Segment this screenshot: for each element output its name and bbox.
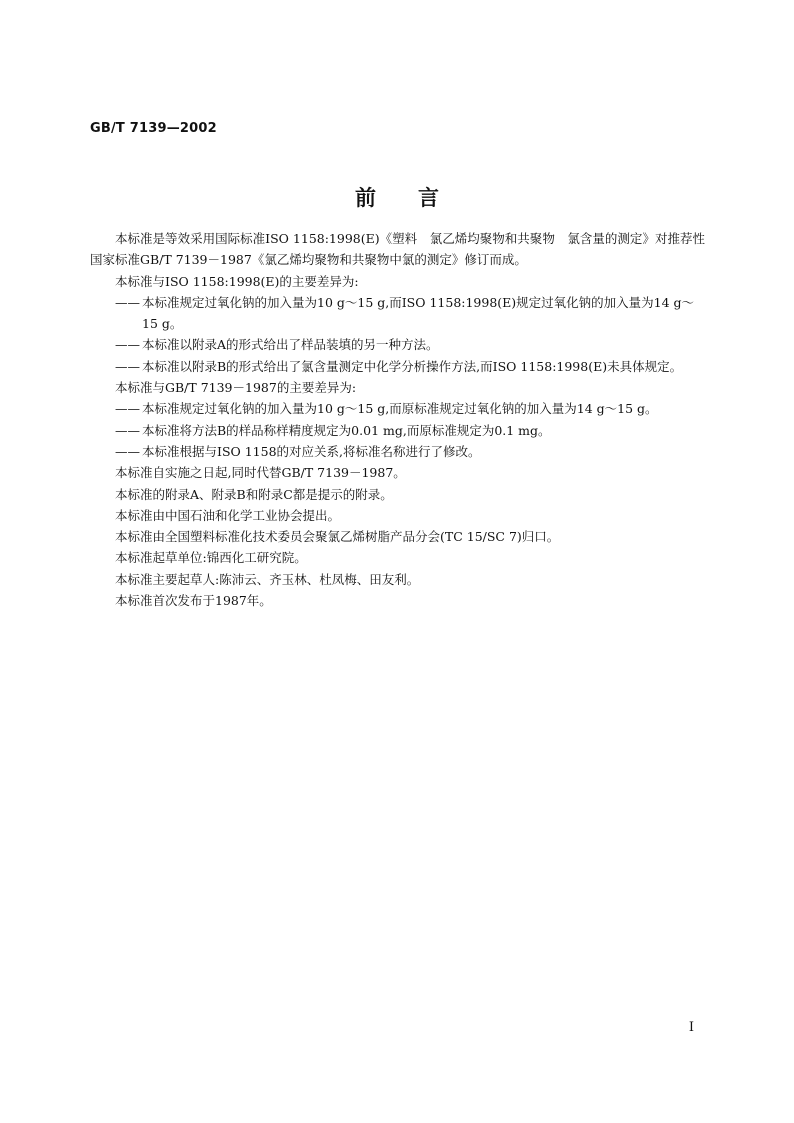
- list-item-text: 本标准规定过氧化钠的加入量为10 g～15 g,而ISO 1158:1998(E)规定过氧化钠的加入量为14 g～15 g。: [142, 294, 695, 332]
- page-number: I: [688, 1020, 694, 1035]
- paragraph-proposer: 本标准由中国石油和化学工业协会提出。: [115, 507, 341, 523]
- paragraph-first-release: 本标准首次发布于1987年。: [115, 593, 272, 609]
- list-item-text: 本标准根据与ISO 1158的对应关系,将标准名称进行了修改。: [142, 443, 481, 459]
- dash-marker: ——: [115, 443, 140, 459]
- paragraph-drafters: 本标准主要起草人:陈沛云、齐玉林、杜凤梅、田友利。: [115, 571, 420, 587]
- paragraph-appendices: 本标准的附录A、附录B和附录C都是提示的附录。: [115, 486, 393, 502]
- dash-marker: ——: [115, 358, 140, 374]
- paragraph-gb-differences-intro: 本标准与GB/T 7139－1987的主要差异为:: [115, 380, 357, 396]
- dash-marker: ——: [115, 422, 140, 438]
- list-item-text: 本标准以附录A的形式给出了样品装填的另一种方法。: [142, 337, 439, 353]
- dash-marker: ——: [115, 294, 140, 310]
- paragraph-adoption: 本标准是等效采用国际标准ISO 1158:1998(E)《塑料 氯乙烯均聚物和共聚物 氯含量的测定》对推荐性国家标准GB/T 7139－1987《氯乙烯均聚物和共聚物中氯的测定》修订而成。: [90, 231, 705, 268]
- list-item: [90, 441, 705, 462]
- page-title: 前 言: [355, 186, 439, 210]
- foreword-body: [90, 228, 705, 611]
- standard-code: GB/T 7139—2002: [90, 121, 217, 136]
- list-item: [90, 292, 705, 335]
- paragraph-replacement: 本标准自实施之日起,同时代替GB/T 7139－1987。: [115, 465, 406, 481]
- paragraph-iso-differences-intro: 本标准与ISO 1158:1998(E)的主要差异为:: [115, 273, 359, 289]
- list-item: [90, 356, 705, 377]
- list-item-text: 本标准规定过氧化钠的加入量为10 g～15 g,而原标准规定过氧化钠的加入量为14 g～15 g。: [142, 401, 658, 417]
- list-item: [90, 334, 705, 355]
- list-item-text: 本标准将方法B的样品称样精度规定为0.01 mg,而原标准规定为0.1 mg。: [142, 422, 551, 438]
- dash-marker: ——: [115, 401, 140, 417]
- list-item: [90, 398, 705, 419]
- paragraph-centralized-unit: 本标准由全国塑料标准化技术委员会聚氯乙烯树脂产品分会(TC 15/SC 7)归口。: [115, 529, 560, 545]
- list-item: [90, 420, 705, 441]
- list-item-text: 本标准以附录B的形式给出了氯含量测定中化学分析操作方法,而ISO 1158:1998(E)未具体规定。: [142, 358, 683, 374]
- paragraph-drafting-unit: 本标准起草单位:锦西化工研究院。: [115, 550, 307, 566]
- dash-marker: ——: [115, 337, 140, 353]
